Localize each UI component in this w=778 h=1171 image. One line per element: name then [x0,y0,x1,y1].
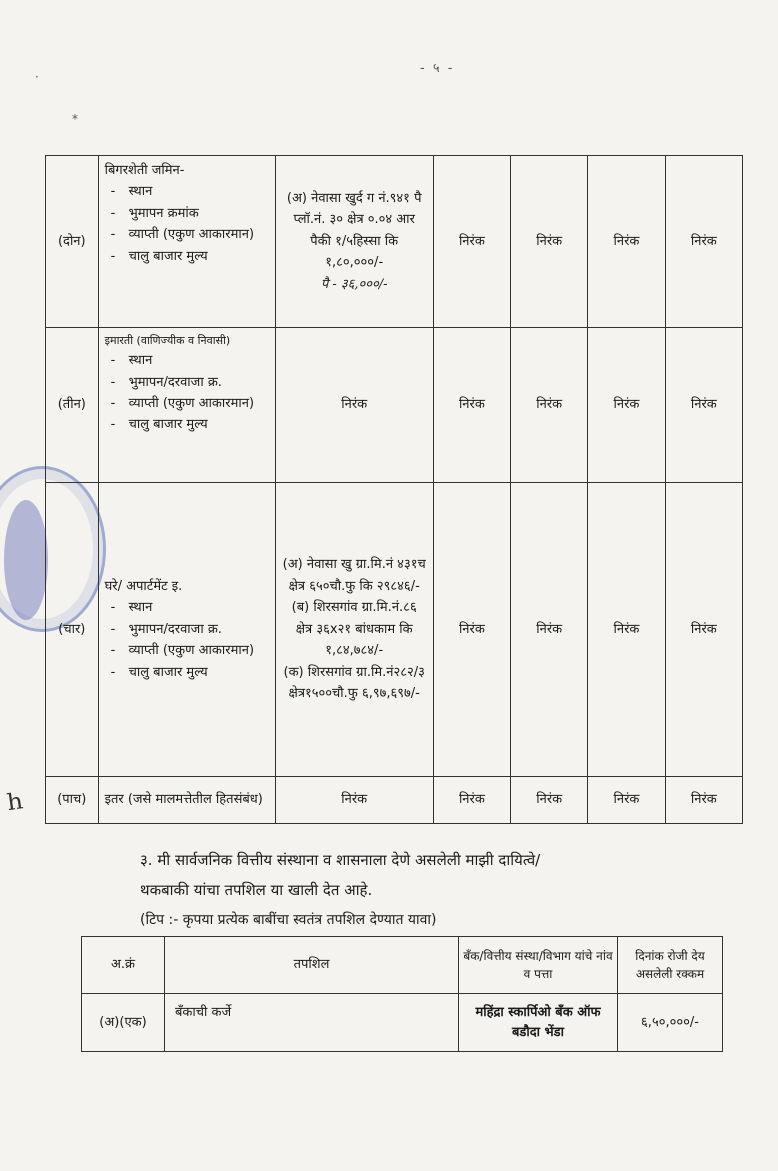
header-index: अ.क्रं [82,937,165,994]
handwritten-note: पै - ३६,०००/- [320,276,388,292]
row-item: - भुमापन/दरवाजा क्र. [105,372,269,393]
section3-heading: ३. मी सार्वजनिक वित्तीय संस्थाना व शासनाला देणे असलेली माझी दायित्वे/ [140,851,541,869]
value-cell: निरंक [588,156,665,328]
owner-detail [275,483,433,777]
owner-line: (अ) नेवासा खु ग्रा.मि.नं ४३१च क्षेत्र ६५०चौ.फु कि २९८४६/- [282,557,426,594]
row-index: (दोन) [46,156,99,328]
value-cell: निरंक [433,328,510,483]
section3-heading-cont: थकबाकी यांचा तपशिल या खाली देत आहे. [140,881,373,899]
owner-line: निरंक [341,397,368,413]
value-cell: निरंक [665,777,742,824]
row-title: इमारती (वाणिज्यीक व निवासी) [104,334,231,347]
row-detail: बँकाची कर्जे [165,994,459,1052]
row-title: बिगरशेती जमिन- [104,163,185,178]
scan-speck: * [72,112,78,126]
owner-line: (ब) शिरसगांव ग्रा.मि.नं.८६ क्षेत्र ३६x२१ बांधकाम कि १,८४,७८४/- [291,600,417,659]
section3-note: (टिप :- कृपया प्रत्येक बाबींचा स्वतंत्र तपशिल देण्यात यावा) [140,912,437,928]
row-index: (तीन) [46,328,99,483]
value-cell: निरंक [588,328,665,483]
row-description [98,483,275,777]
asset-row [46,156,743,328]
row-description [98,328,275,483]
row-description [98,156,275,328]
official-seal-stamp-core [4,500,48,620]
row-description [98,777,275,824]
value-cell: निरंक [665,483,742,777]
row-item: - चालु बाजार मुल्य [105,246,269,267]
header-amount: दिनांक रोजी देय असलेली रक्कम [618,937,723,994]
row-item: - व्याप्ती (एकुण आकारमान) [105,640,269,661]
row-item: - स्थान [105,350,269,371]
row-title: इतर (जसे मालमत्तेतील हितसंबंध) [104,792,263,808]
value-cell: निरंक [511,328,588,483]
row-index: (अ)(एक) [82,994,165,1052]
owner-line: निरंक [341,792,368,808]
value-cell: निरंक [511,156,588,328]
row-item: - भुमापन/दरवाजा क्र. [105,619,269,640]
liabilities-table [81,936,723,1052]
value-cell: निरंक [665,156,742,328]
owner-detail [275,328,433,483]
table-header-row [82,937,723,994]
row-index: (चार) [46,483,99,777]
value-cell: निरंक [433,777,510,824]
value-cell: निरंक [433,483,510,777]
margin-initial-mark: ʰ [4,785,29,833]
header-detail: तपशिल [165,937,459,994]
owner-detail [275,156,433,328]
row-item: - स्थान [105,181,269,202]
page-number: - ५ - [420,61,455,76]
value-cell: निरंक [433,156,510,328]
row-bank: महिंद्रा स्कार्पिओ बँक ऑफ बडौदा भेंडा [459,994,618,1052]
value-cell: निरंक [511,777,588,824]
row-item: - व्याप्ती (एकुण आकारमान) [105,224,269,245]
row-item: - चालु बाजार मुल्य [105,414,269,435]
owner-line: (क) शिरसगांव ग्रा.मि.नं२८२/३ क्षेत्र१५००चौ.फु ६,९७,६९७/- [283,664,425,702]
asset-row [46,777,743,824]
row-item: - भुमापन क्रमांक [105,203,269,224]
row-item: - चालु बाजार मुल्य [105,662,269,683]
row-index: (पाच) [46,777,99,824]
row-item: - स्थान [105,597,269,618]
asset-table [45,155,743,824]
row-amount: ६,५०,०००/- [618,994,723,1052]
value-cell: निरंक [511,483,588,777]
row-title: घरे/ अपार्टमेंट इ. [104,578,183,594]
value-cell: निरंक [665,328,742,483]
asset-row [46,328,743,483]
value-cell: निरंक [588,483,665,777]
table-row [82,994,723,1052]
owner-detail [275,777,433,824]
value-cell: निरंक [588,777,665,824]
asset-row [46,483,743,777]
owner-line: (अ) नेवासा खुर्द ग नं.९४१ पै प्लॉ.नं. ३० क्षेत्र ०.०४ आर पैकी १/५हिस्सा कि १,८०,०००/- [286,190,422,271]
header-bank: बँक/वित्तीय संस्था/विभाग यांचे नांव व पत्ता [459,937,618,994]
row-item: - व्याप्ती (एकुण आकारमान) [105,393,269,414]
scan-speck: · [35,70,39,84]
